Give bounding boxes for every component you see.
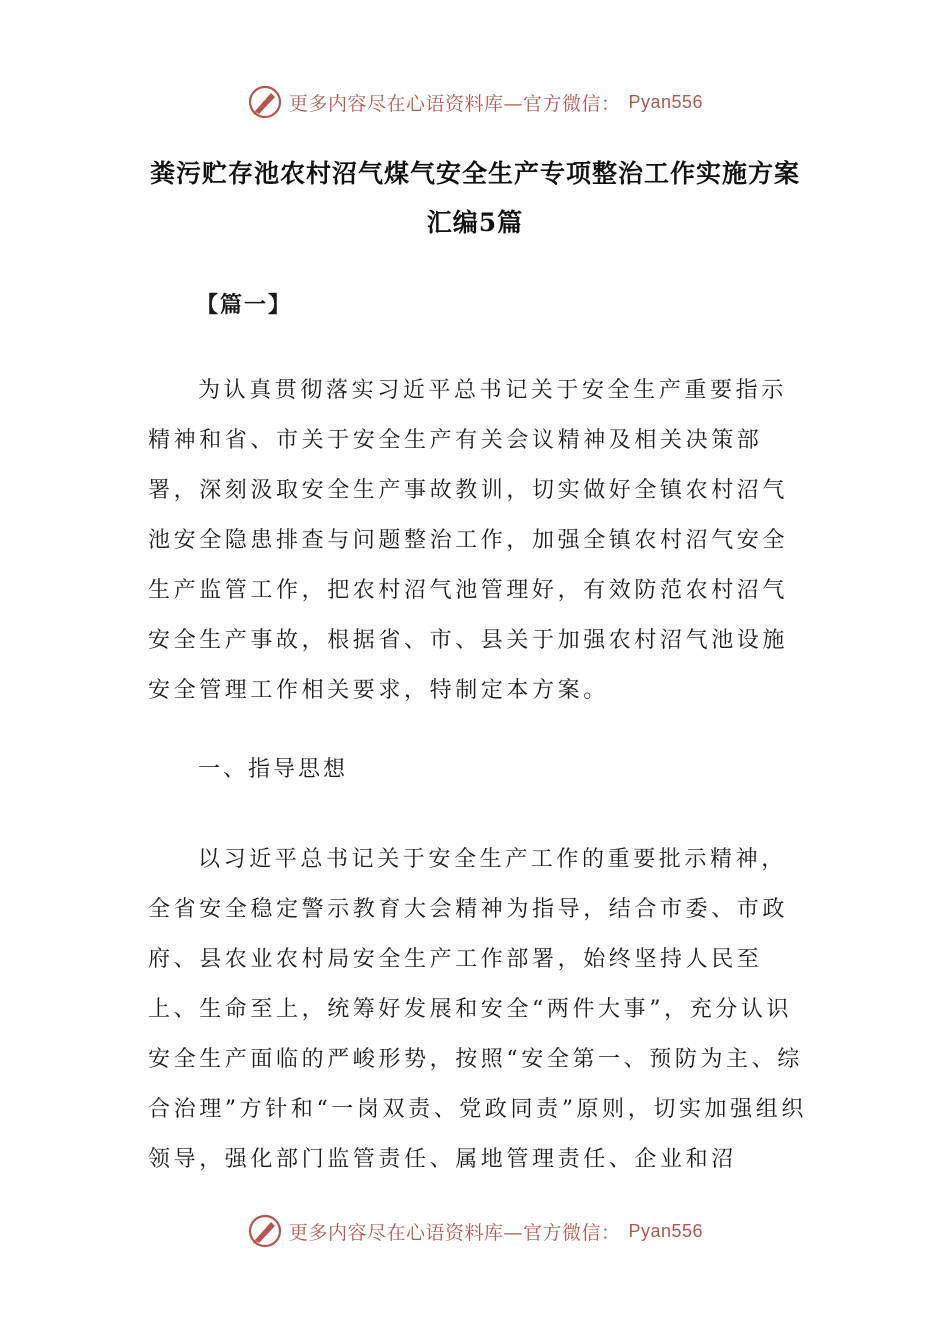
document-title-line2: 汇编5篇 — [426, 208, 524, 237]
wechat-id: Pyan556 — [628, 1220, 704, 1241]
wechat-id: Pyan556 — [628, 91, 704, 112]
pen-logo-icon — [247, 1213, 283, 1249]
section-tag: 【篇一】 — [196, 292, 293, 318]
document-title: 粪污贮存池农村沼气煤气安全生产专项整治工作实施方案 — [149, 159, 800, 188]
footer-watermark-banner — [0, 1211, 950, 1251]
intro-paragraph: 为认真贯彻落实习近平总书记关于安全生产重要指示精神和省、市关于安全生产有关会议精神及相关决策部署，深刻汲取安全生产事故教训，切实做好全镇农村沼气池安全隐患排查与问题整治工作，加强全镇农村沼气安全生产监管工作，把农村沼气池管理好，有效防范农村沼气安全生产事故，根据省、市、县关于加强农村沼气池设施安全管理工作相关要求，特制定本方案。 — [148, 378, 789, 703]
banner-text: 更多内容尽在心语资料库—官方微信： — [288, 1221, 621, 1244]
body-paragraph: 以习近平总书记关于安全生产工作的重要批示精神，全省安全稳定警示教育大会精神为指导，结合市委、市政府、县农业农村局安全生产工作部署，始终坚持人民至上、生命至上，统筹好发展和安全“两件大事”，充分认识安全生产面临的严峻形势，按照“安全第一、预防为主、综合治理”方针和“一岗双责、党政同责”原则，切实加强组织领导，强化部门监管责任、属地管理责任、企业和沼 — [148, 847, 807, 1172]
section-heading: 一、指导思想 — [198, 757, 349, 782]
header-watermark-banner — [0, 82, 950, 122]
banner-text: 更多内容尽在心语资料库—官方微信： — [288, 92, 621, 115]
pen-logo-icon — [247, 84, 283, 120]
